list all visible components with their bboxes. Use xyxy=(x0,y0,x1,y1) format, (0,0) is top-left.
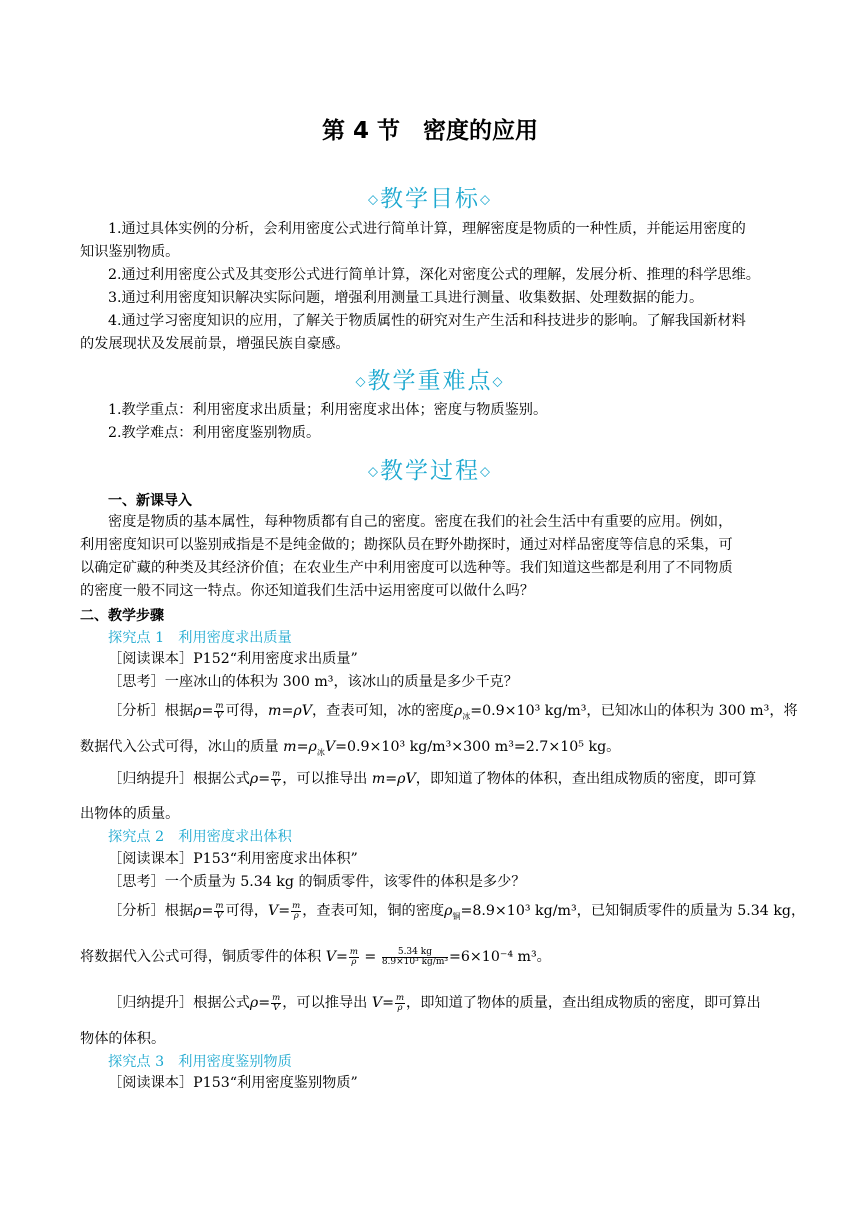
volume-calculation: $\frac{5.34 kg}{\text{8.9×10³ kg/m³}}$ xyxy=(381,946,448,967)
point-3-title: 探究点 3 利用密度鉴别物质 xyxy=(108,1054,292,1070)
intro-line-2: 利用密度知识可以鉴别戒指是不是纯金做的；勘探队员在野外勘探时，通过对样品密度等信息的采集，可 xyxy=(80,537,733,553)
density-formula: $\frac{m}{V}$ xyxy=(272,992,281,1013)
point-1-read: ［阅读课本］P152“利用密度求出质量” xyxy=(108,651,358,667)
diamond-icon: ◇ xyxy=(355,374,368,390)
point-1-title: 探究点 1 利用密度求出质量 xyxy=(108,630,292,646)
diamond-icon: ◇ xyxy=(368,192,380,208)
point-2-analysis-cont: 将数据代入公式可得，铜质零件的体积 V= $\frac{m}{\rho}$ = $\frac{5.34 kg}{\text{8.9×10³ kg/m³}}$ =6×10⁻⁴ m³。 xyxy=(80,946,551,967)
point-1-summary: ［归纳提升］根据公式ρ= $\frac{m}{V}$ ，可以推导出 m=ρV，即知道了物体的体积，查出组成物质的密度，即可算 xyxy=(108,768,757,789)
diamond-icon: ◇ xyxy=(368,464,380,480)
density-formula: $\frac{m}{V}$ xyxy=(215,900,224,921)
volume-formula: $\frac{m}{\rho}$ xyxy=(395,992,405,1013)
section-heading-goals: ◇教学目标◇ xyxy=(368,186,492,212)
section-heading-key-points: ◇教学重难点◇ xyxy=(355,368,505,394)
density-formula: $\frac{m}{V}$ xyxy=(272,768,281,789)
page-title: 第 4 节 密度的应用 xyxy=(321,118,539,144)
point-1-analysis: ［分析］根据ρ= $\frac{m}{V}$ 可得，m=ρV，查表可知，冰的密度$\rho_冰=0.9\times 10^3$ kg/m³，已知冰山的体积为 300 m³，将 xyxy=(108,700,798,721)
diamond-icon: ◇ xyxy=(480,192,492,208)
volume-formula: $\frac{m}{\rho}$ xyxy=(349,946,358,967)
intro-line-4: 的密度一般不同这一特点。你还知道我们生活中运用密度可以做什么吗？ xyxy=(80,583,535,599)
density-formula: $\frac{m}{V}$ xyxy=(215,700,224,721)
point-3-read: ［阅读课本］P153“利用密度鉴别物质” xyxy=(108,1075,358,1091)
steps-heading: 二、教学步骤 xyxy=(80,608,164,624)
diamond-icon: ◇ xyxy=(480,464,492,480)
point-2-read: ［阅读课本］P153“利用密度求出体积” xyxy=(108,851,358,867)
point-2-summary-cont: 物体的体积。 xyxy=(80,1031,166,1047)
point-2-analysis: ［分析］根据ρ= $\frac{m}{V}$ 可得，V= $\frac{m}{\rho}$ ，查表可知，铜的密度$\rho_铜=8.9\times 10^3$ kg/m³，已知铜质零件的质量为 5.34 kg， xyxy=(108,900,806,921)
goal-2: 2.通过利用密度公式及其变形公式进行简单计算，深化对密度公式的理解，发展分析、推理的科学思维。 xyxy=(108,267,760,283)
section-heading-process: ◇教学过程◇ xyxy=(368,458,492,484)
point-2-title: 探究点 2 利用密度求出体积 xyxy=(108,829,292,845)
intro-line-1: 密度是物质的基本属性，每种物质都有自己的密度。密度在我们的社会生活中有重要的应用。例如， xyxy=(108,514,733,530)
intro-heading: 一、新课导入 xyxy=(108,493,192,509)
point-1-analysis-cont: 数据代入公式可得，冰山的质量 $m=\rho_冰V=0.9\times 10^3$ kg/m³×300 m³=2.7×10⁵ kg。 xyxy=(80,739,621,757)
diamond-icon: ◇ xyxy=(492,374,505,390)
key-point-1: 1.教学重点：利用密度求出质量；利用密度求出体；密度与物质鉴别。 xyxy=(108,402,548,418)
goal-4: 4.通过学习密度知识的应用，了解关于物质属性的研究对生产生活和科技进步的影响。了解我国新材料 xyxy=(108,313,746,329)
goal-3: 3.通过利用密度知识解决实际问题，增强利用测量工具进行测量、收集数据、处理数据的能力。 xyxy=(108,290,704,306)
goal-1: 1.通过具体实例的分析，会利用密度公式进行简单计算，理解密度是物质的一种性质，并能运用密度的 xyxy=(108,221,746,237)
point-2-think: ［思考］一个质量为 5.34 kg 的铜质零件，该零件的体积是多少？ xyxy=(108,874,526,890)
goal-1-cont: 知识鉴别物质。 xyxy=(80,244,180,260)
key-point-2: 2.教学难点：利用密度鉴别物质。 xyxy=(108,425,321,441)
point-1-summary-cont: 出物体的质量。 xyxy=(80,806,180,822)
point-1-think: ［思考］一座冰山的体积为 300 m³，该冰山的质量是多少千克？ xyxy=(108,674,518,690)
volume-formula: $\frac{m}{\rho}$ xyxy=(292,900,301,921)
point-2-summary: ［归纳提升］根据公式ρ= $\frac{m}{V}$ ，可以推导出 V= $\frac{m}{\rho}$ ，即知道了物体的质量，查出组成物质的密度，即可算出 xyxy=(108,992,761,1013)
goal-4-cont: 的发展现状及发展前景，增强民族自豪感。 xyxy=(80,336,350,352)
intro-line-3: 以确定矿藏的种类及其经济价值；在农业生产中利用密度可以选种等。我们知道这些都是利用了不同物质 xyxy=(80,560,733,576)
